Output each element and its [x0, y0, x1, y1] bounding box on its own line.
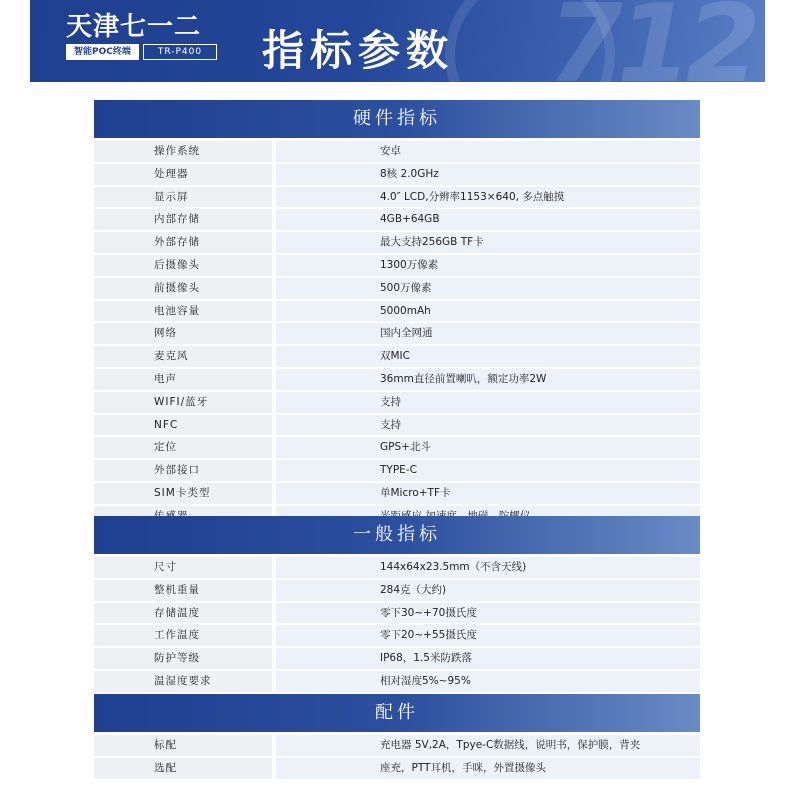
spec-label: 电池容量 [94, 301, 272, 322]
spec-label: 定位 [94, 437, 272, 458]
spec-label: 标配 [94, 735, 272, 756]
spec-value: 5000mAh [276, 301, 700, 322]
table-row [94, 415, 700, 437]
spec-value: 最大支持256GB TF卡 [276, 232, 700, 253]
table-row [94, 141, 700, 163]
spec-value: 座充，PTT耳机，手咪，外置摄像头 [276, 758, 700, 779]
spec-value: 零下20~+55摄氏度 [276, 625, 700, 646]
spec-value: IP68，1.5米防跌落 [276, 648, 700, 669]
table-row [94, 232, 700, 254]
table-row [94, 255, 700, 277]
spec-value: 支持 [276, 415, 700, 436]
spec-label: 工作温度 [94, 625, 272, 646]
spec-value: 8核 2.0GHz [276, 164, 700, 185]
spec-label: 温湿度要求 [94, 671, 272, 692]
table-row [94, 671, 700, 693]
decorative-712-logo: 712 [547, 0, 755, 82]
general-table [94, 554, 700, 693]
spec-label: 处理器 [94, 164, 272, 185]
spec-label: 网络 [94, 323, 272, 344]
spec-label: 前摄像头 [94, 278, 272, 299]
table-row [94, 209, 700, 231]
spec-label: 内部存储 [94, 209, 272, 230]
accessories-section-title: 配件 [94, 694, 700, 732]
brand-name: 天津七一二 [66, 12, 202, 42]
spec-value: 1300万像素 [276, 255, 700, 276]
model-number: TR-P400 [143, 44, 217, 60]
table-row [94, 392, 700, 414]
table-row [94, 369, 700, 391]
table-row [94, 437, 700, 459]
spec-label: 外部接口 [94, 460, 272, 481]
table-row [94, 278, 700, 300]
brand-tag: 智能POC终端 [66, 44, 139, 60]
table-row [94, 758, 700, 780]
spec-value: 500万像素 [276, 278, 700, 299]
spec-label: 显示屏 [94, 187, 272, 208]
spec-value: 支持 [276, 392, 700, 413]
spec-label: 存储温度 [94, 603, 272, 624]
spec-label: 后摄像头 [94, 255, 272, 276]
table-row [94, 346, 700, 368]
table-row [94, 301, 700, 323]
spec-value: 284克（大约) [276, 580, 700, 601]
general-section [94, 516, 700, 693]
accessories-table [94, 732, 700, 780]
spec-value: 36mm直径前置喇叭，额定功率2W [276, 369, 700, 390]
spec-value: 4GB+64GB [276, 209, 700, 230]
hardware-section-title: 硬件指标 [94, 100, 700, 138]
spec-value: 双MIC [276, 346, 700, 367]
table-row [94, 557, 700, 579]
table-row [94, 625, 700, 647]
spec-value: 相对湿度5%~95% [276, 671, 700, 692]
table-row [94, 603, 700, 625]
table-row [94, 580, 700, 602]
spec-value: 单Micro+TF卡 [276, 483, 700, 504]
table-row [94, 164, 700, 186]
spec-value: GPS+北斗 [276, 437, 700, 458]
header-banner [30, 0, 765, 82]
table-row [94, 483, 700, 505]
spec-label: 整机重量 [94, 580, 272, 601]
table-row [94, 187, 700, 209]
general-section-title: 一般指标 [94, 516, 700, 554]
table-row [94, 323, 700, 345]
hardware-section [94, 100, 700, 528]
accessories-section [94, 694, 700, 780]
spec-value: TYPE-C [276, 460, 700, 481]
spec-value: 国内全网通 [276, 323, 700, 344]
spec-label: WIFI/蓝牙 [94, 392, 272, 413]
spec-value: 安卓 [276, 141, 700, 162]
spec-value: 充电器 5V,2A，Tpye-C数据线，说明书，保护膜，背夹 [276, 735, 700, 756]
table-row [94, 460, 700, 482]
table-row [94, 648, 700, 670]
spec-value: 零下30~+70摄氏度 [276, 603, 700, 624]
spec-label: 选配 [94, 758, 272, 779]
spec-label: 电声 [94, 369, 272, 390]
spec-label: SIM卡类型 [94, 483, 272, 504]
page-title: 指标参数 [262, 26, 455, 75]
spec-label: 外部存储 [94, 232, 272, 253]
spec-label: 麦克风 [94, 346, 272, 367]
spec-value: 4.0″ LCD,分辨率1153×640, 多点触摸 [276, 187, 700, 208]
table-row [94, 735, 700, 757]
spec-value: 144x64x23.5mm（不含天线) [276, 557, 700, 578]
hardware-table [94, 138, 700, 528]
spec-label: 防护等级 [94, 648, 272, 669]
brand-subtitle [66, 44, 217, 60]
spec-label: 操作系统 [94, 141, 272, 162]
spec-label: 尺寸 [94, 557, 272, 578]
spec-label: NFC [94, 415, 272, 436]
